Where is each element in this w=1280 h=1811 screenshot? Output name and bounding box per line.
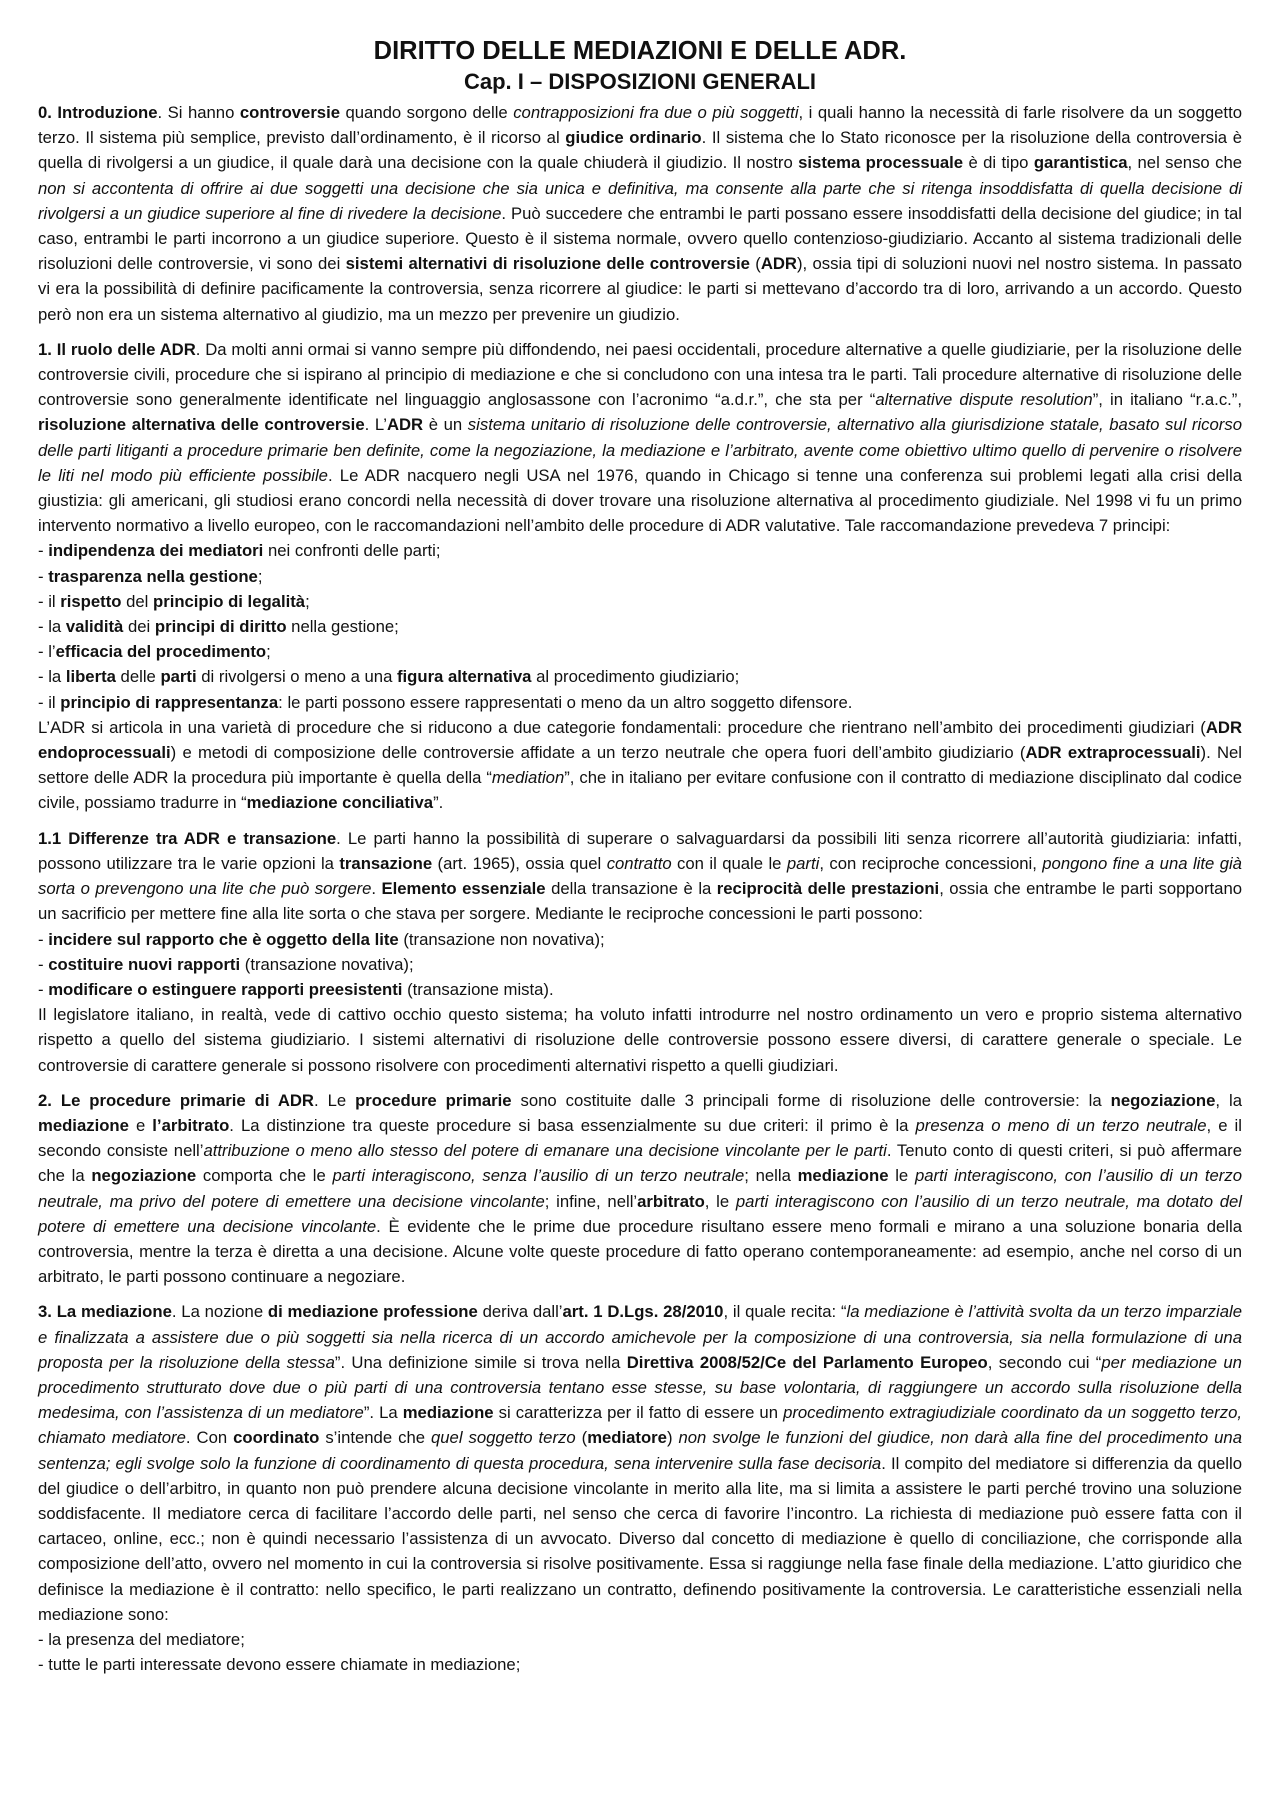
text-run: . Tenuto conto di questi criteri, si può affermare che la <box>38 1141 1242 1186</box>
paragraph <box>38 337 1242 539</box>
list-item <box>38 1652 1242 1677</box>
text-run: . È evidente che le prime due procedure risultano essere meno formali e mirano a una soluzione bonaria della controversia, mentre la terza è diretta a una decisione. Alcune volte queste procedure di fatto operano contemporaneamente: ad esempio, anche nel corso di un arbitrato, le parti possono continuare a negoziare. <box>38 1216 1242 1287</box>
italic-text: mediation <box>491 768 565 788</box>
text-run: dei <box>123 617 155 637</box>
text-run: , e il secondo consiste nell’ <box>38 1115 1242 1161</box>
list-item <box>38 952 1242 977</box>
text-run: - l’ <box>38 642 56 662</box>
list-item <box>38 927 1242 952</box>
text-run: , il quale recita: “ <box>723 1302 847 1322</box>
bold-text: indipendenza dei mediatori <box>48 541 264 561</box>
list-item <box>38 977 1242 1002</box>
paragraph <box>38 715 1242 816</box>
text-run: - la presenza del mediatore; <box>38 1629 245 1649</box>
text-run: ; <box>266 642 271 662</box>
bold-text: ADR <box>760 254 797 274</box>
italic-text: per mediazione un procedimento strutturato dove due o più parti di una controversia tentano esse stesse, su base volontaria, di raggiungere un accordo sulla risoluzione della medesima, con l’assistenza di un mediatore <box>38 1352 1242 1423</box>
text-run: ”, in italiano “r.a.c.”, <box>1092 390 1242 410</box>
text-run: - <box>38 954 49 974</box>
text-run: ”, che in italiano per evitare confusione con il contratto di mediazione disciplinato dal codice civile, possiamo tradurre in “ <box>38 768 1242 813</box>
text-run: ”. <box>433 793 444 813</box>
list-item <box>38 1627 1242 1652</box>
italic-text: alternative dispute resolution <box>875 390 1093 410</box>
text-run: (transazione novativa); <box>240 954 414 974</box>
text-run: è un <box>423 415 468 435</box>
bold-text: ADR endoprocessuali <box>38 717 1242 763</box>
italic-text: contratto <box>606 853 672 873</box>
text-run: di rivolgersi o meno a una <box>196 667 397 687</box>
text-run: comporta che le <box>196 1166 333 1186</box>
text-run: . Si hanno <box>157 103 240 122</box>
text-run: , con reciproche concessioni, <box>819 853 1043 873</box>
bold-text: negoziazione <box>1110 1090 1216 1110</box>
bold-text: reciprocità delle prestazioni <box>716 879 940 899</box>
text-run: le <box>888 1166 915 1186</box>
text-run: . Il compito del mediatore si differenzia da quello del giudice o dell’arbitro, in quanto non può prendere alcuna decisione vincolante in merito alla lite, ma si limita a assistere le parti perché trovino una soluzione soddisfacente. Il mediatore cerca di facilitare l’accordo delle parti, nel senso che cerca di favorire l’incontro. La richiesta di mediazione può essere fatta con il cartaceo, online, ecc.; non è quindi necessario l’assistenza di un avvocato. Diverso dal concetto di mediazione è quello di conciliazione, che corrisponde alla composizione dell’atto, ovvero nel momento in cui la controversia si risolve positivamente. Essa si raggiunge nella fase finale della mediazione. L’atto giuridico che definisce la mediazione è il contratto: nello specifico, le parti realizzano un contratto, definendo positivamente la controversia. Le caratteristiche essenziali nella mediazione sono: <box>38 1453 1242 1624</box>
text-run: nella gestione; <box>286 617 399 637</box>
text-run: ”. Una definizione simile si trova nella <box>334 1352 627 1372</box>
bold-text: transazione <box>339 853 433 873</box>
italic-text: quel soggetto terzo <box>431 1428 576 1448</box>
text-run: , secondo cui “ <box>987 1352 1102 1372</box>
list-item <box>38 564 1242 589</box>
bold-text: garantistica <box>1033 153 1128 173</box>
text-run: . Da molti anni ormai si vanno sempre più diffondendo, nei paesi occidentali, procedure alternative a quelle giudiziarie, per la risoluzione delle controversie civili, procedure che si ispirano al principio di mediazione e che si concludono con una intesa tra le parti. Tali procedure alternative di risoluzione delle controversie sono generalmente identificate nel linguaggio anglosassone con l’acronimo “a.d.r.”, che sta per “ <box>38 339 1242 410</box>
text-run: . La nozione <box>171 1302 268 1322</box>
bold-text: mediazione <box>797 1166 889 1186</box>
text-run: nei confronti delle parti; <box>263 541 441 561</box>
italic-text: parti interagiscono, con l’ausilio di un terzo neutrale, ma privo del potere di emettere una decisione vincolante <box>38 1166 1242 1211</box>
bold-text: incidere sul rapporto che è oggetto della lite <box>48 929 399 949</box>
bold-text: l’arbitrato <box>152 1115 230 1135</box>
text-run: ) <box>666 1428 679 1448</box>
text-run: e <box>128 1115 153 1135</box>
text-run: - la <box>38 617 66 637</box>
text-run: al procedimento giudiziario; <box>531 667 740 687</box>
text-run: . L’ <box>364 415 387 435</box>
italic-text: contrapposizioni fra due o più soggetti <box>513 103 799 122</box>
text-run: : le parti possono essere rappresentati o meno da un altro soggetto difensore. <box>278 692 853 712</box>
section-s2 <box>38 1088 1242 1290</box>
text-run: . Le <box>314 1090 356 1110</box>
text-run: . Le parti hanno la possibilità di superare o salvaguardarsi da possibili liti senza ricorrere all’autorità giudiziaria: infatti, possono utilizzare tra le varie opzioni la <box>38 828 1242 873</box>
bold-text: giudice ordinario <box>565 128 702 148</box>
text-run: ; nella <box>744 1166 798 1186</box>
italic-text: parti <box>786 853 820 873</box>
bold-text: validità <box>65 617 124 637</box>
bold-text: principi di diritto <box>154 617 287 637</box>
text-run: s’intende che <box>319 1428 431 1448</box>
text-run: - <box>38 541 49 561</box>
text-run: ), ossia tipi di soluzioni nuovi nel nostro sistema. In passato vi era la possibilità di definire pacificamente la controversia, senza ricorrere al giudice: le parti si mettevano d’accordo tra di loro, arrivando a un accordo. Questo però non era un sistema alternativo al giudizio, ma un mezzo per prevenire un giudizio. <box>38 254 1242 324</box>
bold-text: 1.1 Differenze tra ADR e transazione <box>38 828 337 848</box>
text-run: . Le ADR nacquero negli USA nel 1976, quando in Chicago si tenne una conferenza sui problemi legati alla crisi della giustizia: gli americani, gli studiosi erano concordi nella necessità di dover trovare una risoluzione alternativa al procedimento giudiziale. Nel 1998 vi fu un primo intervento normativo a livello europeo, con le raccomandazioni nell’ambito delle procedure di ADR valutative. Tale raccomandazione prevedeva 7 principi: <box>38 465 1242 536</box>
text-run: del <box>121 591 153 611</box>
paragraph <box>38 1088 1242 1290</box>
text-run: ; <box>257 566 263 586</box>
text-run: ( <box>749 254 761 274</box>
bold-text: di mediazione professione <box>267 1302 478 1322</box>
text-run: con il quale le <box>671 853 787 873</box>
bold-text: mediazione conciliativa <box>246 793 434 813</box>
italic-text: parti interagiscono, senza l’ausilio di un terzo neutrale <box>332 1166 745 1186</box>
bold-text: 2. Le procedure primarie di ADR <box>38 1090 314 1110</box>
bold-text: mediazione <box>402 1403 494 1423</box>
bold-text: principio di rappresentanza <box>60 692 279 712</box>
bold-text: ADR extraprocessuali <box>1025 743 1201 763</box>
text-run: si caratterizza per il fatto di essere un <box>493 1403 784 1423</box>
italic-text: pongono fine a una lite già sorta o prevengono una lite che può sorgere <box>38 853 1242 899</box>
text-run: ( <box>575 1428 588 1448</box>
text-run: (transazione mista). <box>402 979 554 999</box>
bold-text: Direttiva 2008/52/Ce del Parlamento Europeo <box>626 1352 988 1372</box>
italic-text: non svolge le funzioni del giudice, non darà alla fine del procedimento una sentenza; egli svolge solo la funzione di coordinamento di questa procedura, sena intervenire sulla fase decisoria <box>38 1428 1242 1473</box>
list-item <box>38 538 1242 563</box>
italic-text: la mediazione è l’attività svolta da un terzo imparziale e finalizzata a assistere due o più soggetti sia nella ricerca di un accordo amichevole per la composizione di una controversia, sia nella formulazione di una proposta per la risoluzione della stessa <box>38 1302 1242 1372</box>
italic-text: sistema unitario di risoluzione delle controversie, alternativo alla giurisdizione statale, basato sul ricorso delle parti litiganti a procedure primarie ben definite, come la negoziazione, la mediazione e l’arbitrato, avente come obiettivo ultimo quello di pervenire o risolvere le liti nel modo più efficiente possibile <box>38 415 1242 485</box>
text-run: (transazione non novativa); <box>398 929 605 949</box>
bold-text: 0. Introduzione <box>38 103 158 122</box>
text-run: (art. 1965), ossia quel <box>432 853 607 873</box>
italic-text: attribuzione o meno allo stesso del potere di emanare una decisione vincolante per le parti <box>203 1141 887 1161</box>
list-item <box>38 589 1242 614</box>
text-run: delle <box>115 667 161 687</box>
text-run: , le <box>704 1191 736 1211</box>
bold-text: sistemi alternativi di risoluzione delle controversie <box>345 254 750 274</box>
document-title: DIRITTO DELLE MEDIAZIONI E DELLE ADR. <box>373 37 907 65</box>
text-run: , ossia che entrambe le parti sopportano un sacrificio per mettere fine alla lite sorta o che stava per sorgere. Mediante le reciproche concessioni le parti possono: <box>38 879 1243 924</box>
bold-text: 1. Il ruolo delle ADR <box>38 339 196 359</box>
bold-text: mediatore <box>587 1428 667 1448</box>
list-item <box>38 690 1242 715</box>
bold-text: arbitrato <box>637 1191 705 1211</box>
bold-text: art. 1 D.Lgs. 28/2010 <box>562 1302 724 1322</box>
text-run: . <box>371 879 382 899</box>
paragraph <box>38 1299 1242 1627</box>
text-run: - il <box>38 591 61 611</box>
bold-text: costituire nuovi rapporti <box>48 954 241 974</box>
bold-text: liberta <box>65 667 116 687</box>
text-run: . La distinzione tra queste procedure si basa essenzialmente su due criteri: il primo è la <box>229 1115 916 1135</box>
text-run: ). Nel settore delle ADR la procedura più importante è quella della “ <box>38 743 1243 788</box>
text-run: ”. La <box>363 1403 403 1423</box>
bold-text: negoziazione <box>91 1166 197 1186</box>
text-run: - tutte le parti interessate devono essere chiamate in mediazione; <box>38 1655 521 1675</box>
bold-text: Elemento essenziale <box>381 879 546 899</box>
bold-text: trasparenza nella gestione <box>48 566 258 586</box>
text-run: . Con <box>185 1428 234 1448</box>
text-run: - <box>38 929 49 949</box>
text-run: , nel senso che <box>1127 153 1243 173</box>
list-item <box>38 614 1242 639</box>
text-run: quando sorgono delle <box>340 103 514 122</box>
section-s3 <box>38 1299 1242 1677</box>
text-run: . Il sistema che lo Stato riconosce per la risoluzione della controversia è quella di rivolgersi a un giudice, il quale darà una decisione con la quale chiuderà il giudizio. Il nostro <box>38 128 1242 173</box>
bold-text: efficacia del procedimento <box>55 642 267 662</box>
bold-text: sistema processuale <box>798 153 964 173</box>
chapter-title: Cap. I – DISPOSIZIONI GENERALI <box>463 69 817 94</box>
list-item <box>38 664 1242 689</box>
bold-text: ADR <box>386 415 424 435</box>
bold-text: controversie <box>239 103 341 122</box>
text-run: , i quali hanno la necessità di farle risolvere da un soggetto terzo. Il sistema più semplice, previsto dall’ordinamento, è il ricorso al <box>38 103 1242 148</box>
text-run: - <box>38 979 49 999</box>
document-body <box>38 100 1242 1677</box>
paragraph <box>38 1002 1242 1078</box>
text-run: - il <box>38 692 61 712</box>
section-s1 <box>38 337 1242 816</box>
bold-text: risoluzione alternativa delle controversie <box>38 415 365 435</box>
italic-text: procedimento extragiudiziale coordinato da un soggetto terzo, chiamato mediatore <box>38 1403 1243 1448</box>
bold-text: rispetto <box>60 591 122 611</box>
bold-text: figura alternativa <box>396 667 532 687</box>
text-run: è di tipo <box>963 153 1034 173</box>
bold-text: principio di legalità <box>153 591 306 611</box>
bold-text: procedure primarie <box>355 1090 512 1110</box>
section-s1-1 <box>38 826 1242 1078</box>
list-item <box>38 639 1242 664</box>
text-run: della transazione è la <box>545 879 717 899</box>
italic-text: presenza o meno di un terzo neutrale <box>915 1115 1207 1135</box>
text-run: Il legislatore italiano, in realtà, vede di cattivo occhio questo sistema; ha voluto infatti introdurre nel nostro ordinamento un vero e proprio sistema alternativo rispetto a quello del sistema giudiziario. I sistemi alternativi di risoluzione delle controversie possono essere diversi, di carattere generale o speciale. Le controversie di carattere generale si possono risolvere con procedimenti alternativi rispetto a quelli giudiziari. <box>38 1005 1242 1075</box>
section-s0 <box>38 100 1242 327</box>
text-run: ) e metodi di composizione delle controversie affidate a un terzo neutrale che opera fuori dell’ambito giudiziario ( <box>170 743 1026 763</box>
text-run: . Può succedere che entrambi le parti possano essere insoddisfatti della decisione del giudice; in tal caso, entrambi le parti incorrono a un giudice superiore. Questo è il sistema normale, ovvero quello contenzioso-giudiziario. Accanto al sistema tradizionali delle risoluzioni delle controversie, vi sono dei <box>38 203 1242 274</box>
text-run: , la <box>1215 1090 1242 1110</box>
italic-text: non si accontenta di offrire ai due soggetti una decisione che sia unica e definitiva, ma consente alla parte che si ritenga insoddisfatta di quella decisione di rivolgersi a un giudice superiore al fine di rivedere la decisione <box>38 178 1242 223</box>
bold-text: 3. La mediazione <box>38 1302 172 1322</box>
paragraph <box>38 100 1242 327</box>
text-run: - la <box>38 667 66 687</box>
italic-text: parti interagiscono con l’ausilio di un terzo neutrale, ma dotato del potere di emettere una decisione vincolante <box>38 1191 1242 1236</box>
text-run: - <box>38 566 49 586</box>
paragraph <box>38 826 1242 927</box>
bold-text: parti <box>160 667 197 687</box>
bold-text: modificare o estinguere rapporti preesistenti <box>48 979 403 999</box>
text-run: ; <box>305 591 310 611</box>
text-run: sono costituite dalle 3 principali forme di risoluzione delle controversie: la <box>511 1090 1111 1110</box>
bold-text: coordinato <box>233 1428 320 1448</box>
bold-text: mediazione <box>38 1115 129 1135</box>
text-run: ; infine, nell’ <box>544 1191 638 1211</box>
text-run: L’ADR si articola in una varietà di procedure che si riducono a due categorie fondamentali: procedure che rientrano nell’ambito dei procedimenti giudiziari ( <box>38 717 1206 737</box>
text-run: deriva dall’ <box>477 1302 563 1322</box>
